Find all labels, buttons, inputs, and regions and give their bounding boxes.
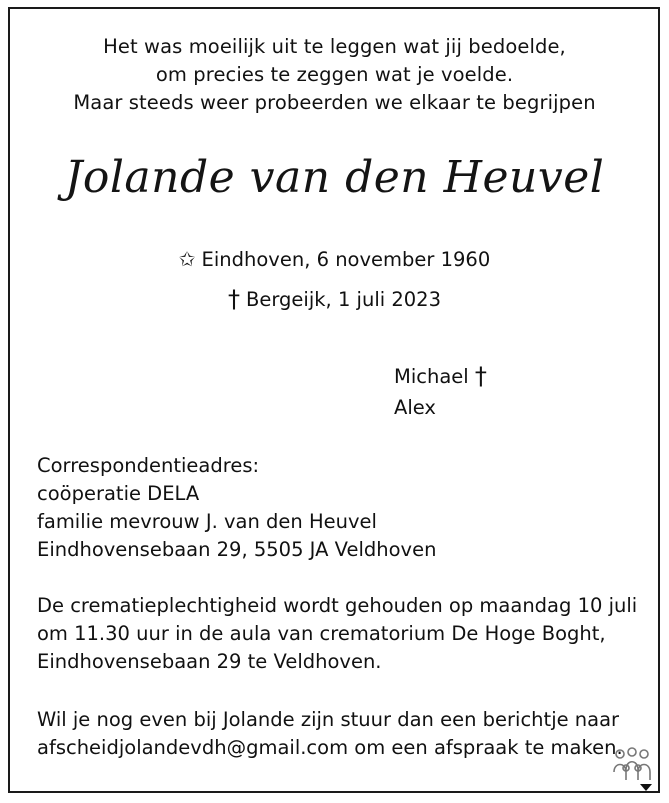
ceremony-line: Eindhovensebaan 29 te Veldhoven. [37,650,382,673]
star-icon: ✩ [178,247,196,271]
birth-text: Eindhoven, 6 november 1960 [201,248,491,271]
address-line: familie mevrouw J. van den Heuvel [37,510,377,533]
children-list [394,361,487,423]
death-line [0,287,669,311]
message-info [37,706,637,762]
message-line: Wil je nog even bij Jolande zijn stuur dan een berichtje naar [37,708,620,731]
poem-line: Maar steeds weer probeerden we elkaar te begrijpen [73,91,596,114]
ceremony-info [37,592,637,676]
poem [0,33,669,117]
address-line: coöperatie DELA [37,482,200,505]
correspondence-heading: Correspondentieadres: [37,454,260,477]
correspondence-address [37,452,637,564]
poem-line: om precies te zeggen wat je voelde. [155,63,514,86]
birth-line [0,247,669,271]
child-item [394,361,487,392]
child-item [394,392,487,423]
child-name: Alex [394,396,436,419]
address-line: Eindhovensebaan 29, 5505 JA Veldhoven [37,538,437,561]
cross-icon: † [228,285,240,313]
ceremony-line: om 11.30 uur in de aula van crematorium De Hoge Boght, [37,622,606,645]
message-line: afscheidjolandevdh@gmail.com om een afspraak te maken. [37,736,623,759]
deceased-name: Jolande van den Heuvel [64,152,605,203]
cross-icon: † [474,362,487,390]
child-name: Michael [394,365,469,388]
ceremony-line: De crematieplechtigheid wordt gehouden op maandag 10 juli [37,594,638,617]
death-text: Bergeijk, 1 juli 2023 [246,288,441,311]
poem-line: Het was moeilijk uit te leggen wat jij bedoelde, [103,35,566,58]
family-people-icon [606,744,658,792]
